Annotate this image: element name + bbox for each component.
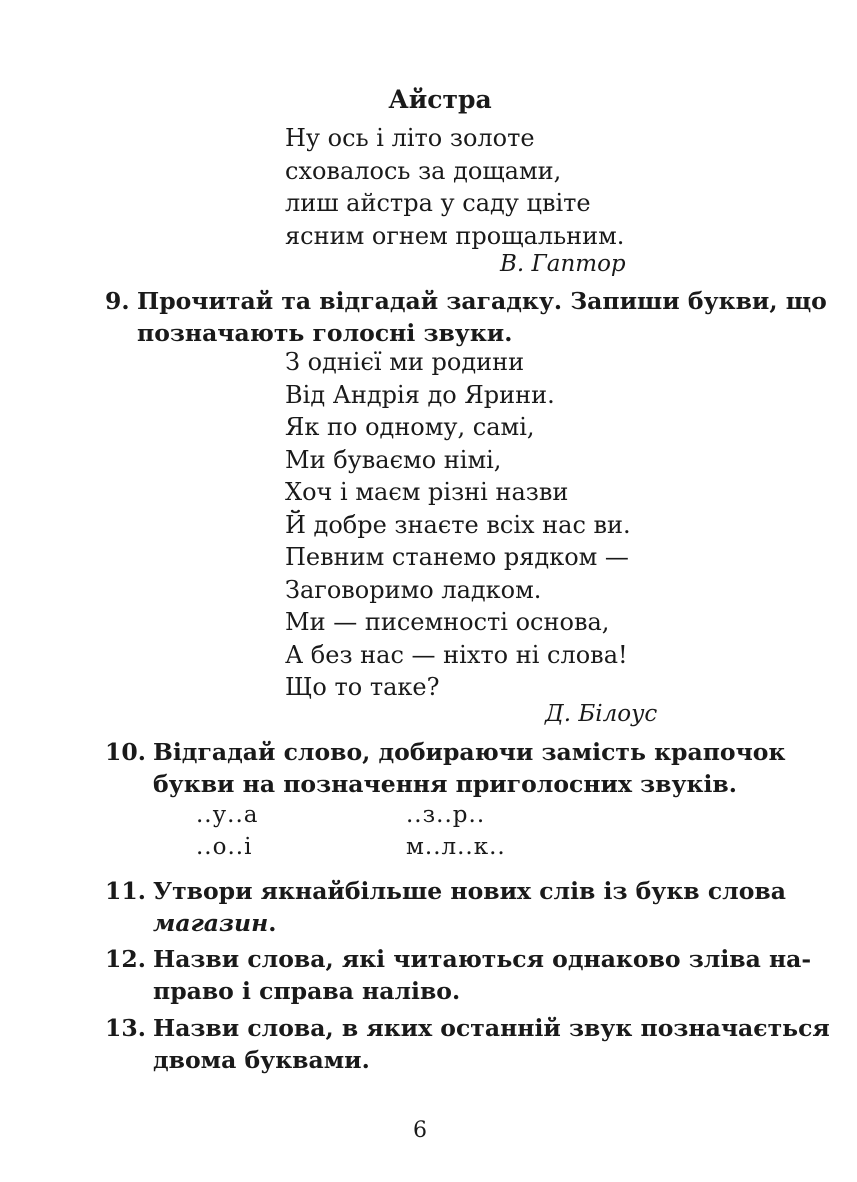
task-text-line: двома буквами. [153,1046,370,1074]
task-number: 11. [105,877,146,905]
poem-line: ясним огнем прощальним. [285,221,625,250]
riddle-line: Ми буваємо німі, [285,445,502,474]
task-number: 12. [105,945,146,973]
riddle-line: Заговоримо ладком. [285,575,542,604]
word-puzzle: м..л..к.. [406,834,506,860]
task-number: 9. [105,287,130,315]
task-text-line: Відгадай слово, добираючи замість крапочок [153,738,786,766]
poem-line: лиш айстра у саду цвіте [285,189,591,217]
riddle-line: Що то таке? [285,673,440,701]
riddle-line: Певним станемо рядком — [285,543,629,571]
task-10 [105,736,786,800]
word-puzzle: ..у..а [196,802,259,828]
riddle-line: Й добре знаєте всіх нас ви. [285,510,631,539]
task-text-line: Прочитай та відгадай загадку. Запиши букви, що [137,287,827,315]
poem-aistra [285,122,624,252]
word-puzzle: ..з..р.. [406,802,486,828]
poem-line: Ну ось і літо золоте [285,124,535,152]
riddle-line: Хоч і маєм різні назви [285,478,569,506]
poem-line: сховалось за дощами, [285,156,562,185]
task-13 [105,1012,830,1076]
task-text-line: Утвори якнайбільше нових слів із букв слова [153,877,786,905]
poem-title: Айстра [388,85,492,114]
word-puzzle: ..о..і [196,834,253,860]
task-text-line [105,907,777,939]
task-number: 13. [105,1014,146,1042]
task-text-line: право і справа наліво. [153,977,461,1005]
riddle-author: Д. Білоус [545,701,658,727]
riddle-line: Як по одному, самі, [285,413,535,441]
task-text-punct: . [268,909,277,937]
riddle-poem [285,346,631,704]
task-number: 10. [105,738,146,766]
task-9 [105,285,827,349]
task-text-line: Назви слова, які читаються однаково зліва на- [153,945,812,973]
task-12 [105,943,812,1007]
task-text-line: букви на позначення приголосних звуків. [153,770,737,798]
task-text-line: Назви слова, в яких останній звук позначається [153,1014,830,1042]
riddle-line: А без нас — ніхто ні слова! [285,640,628,669]
riddle-line: З однієї ми родини [285,348,525,376]
task-text-line: позначають голосні звуки. [137,319,513,347]
task-11 [105,875,786,939]
riddle-line: Ми — писемності основа, [285,608,610,636]
page-number: 6 [413,1118,427,1143]
poem-author: В. Гаптор [500,251,626,277]
keyword-magazyn: магазин [153,909,269,937]
riddle-line: Від Андрія до Ярини. [285,380,555,409]
